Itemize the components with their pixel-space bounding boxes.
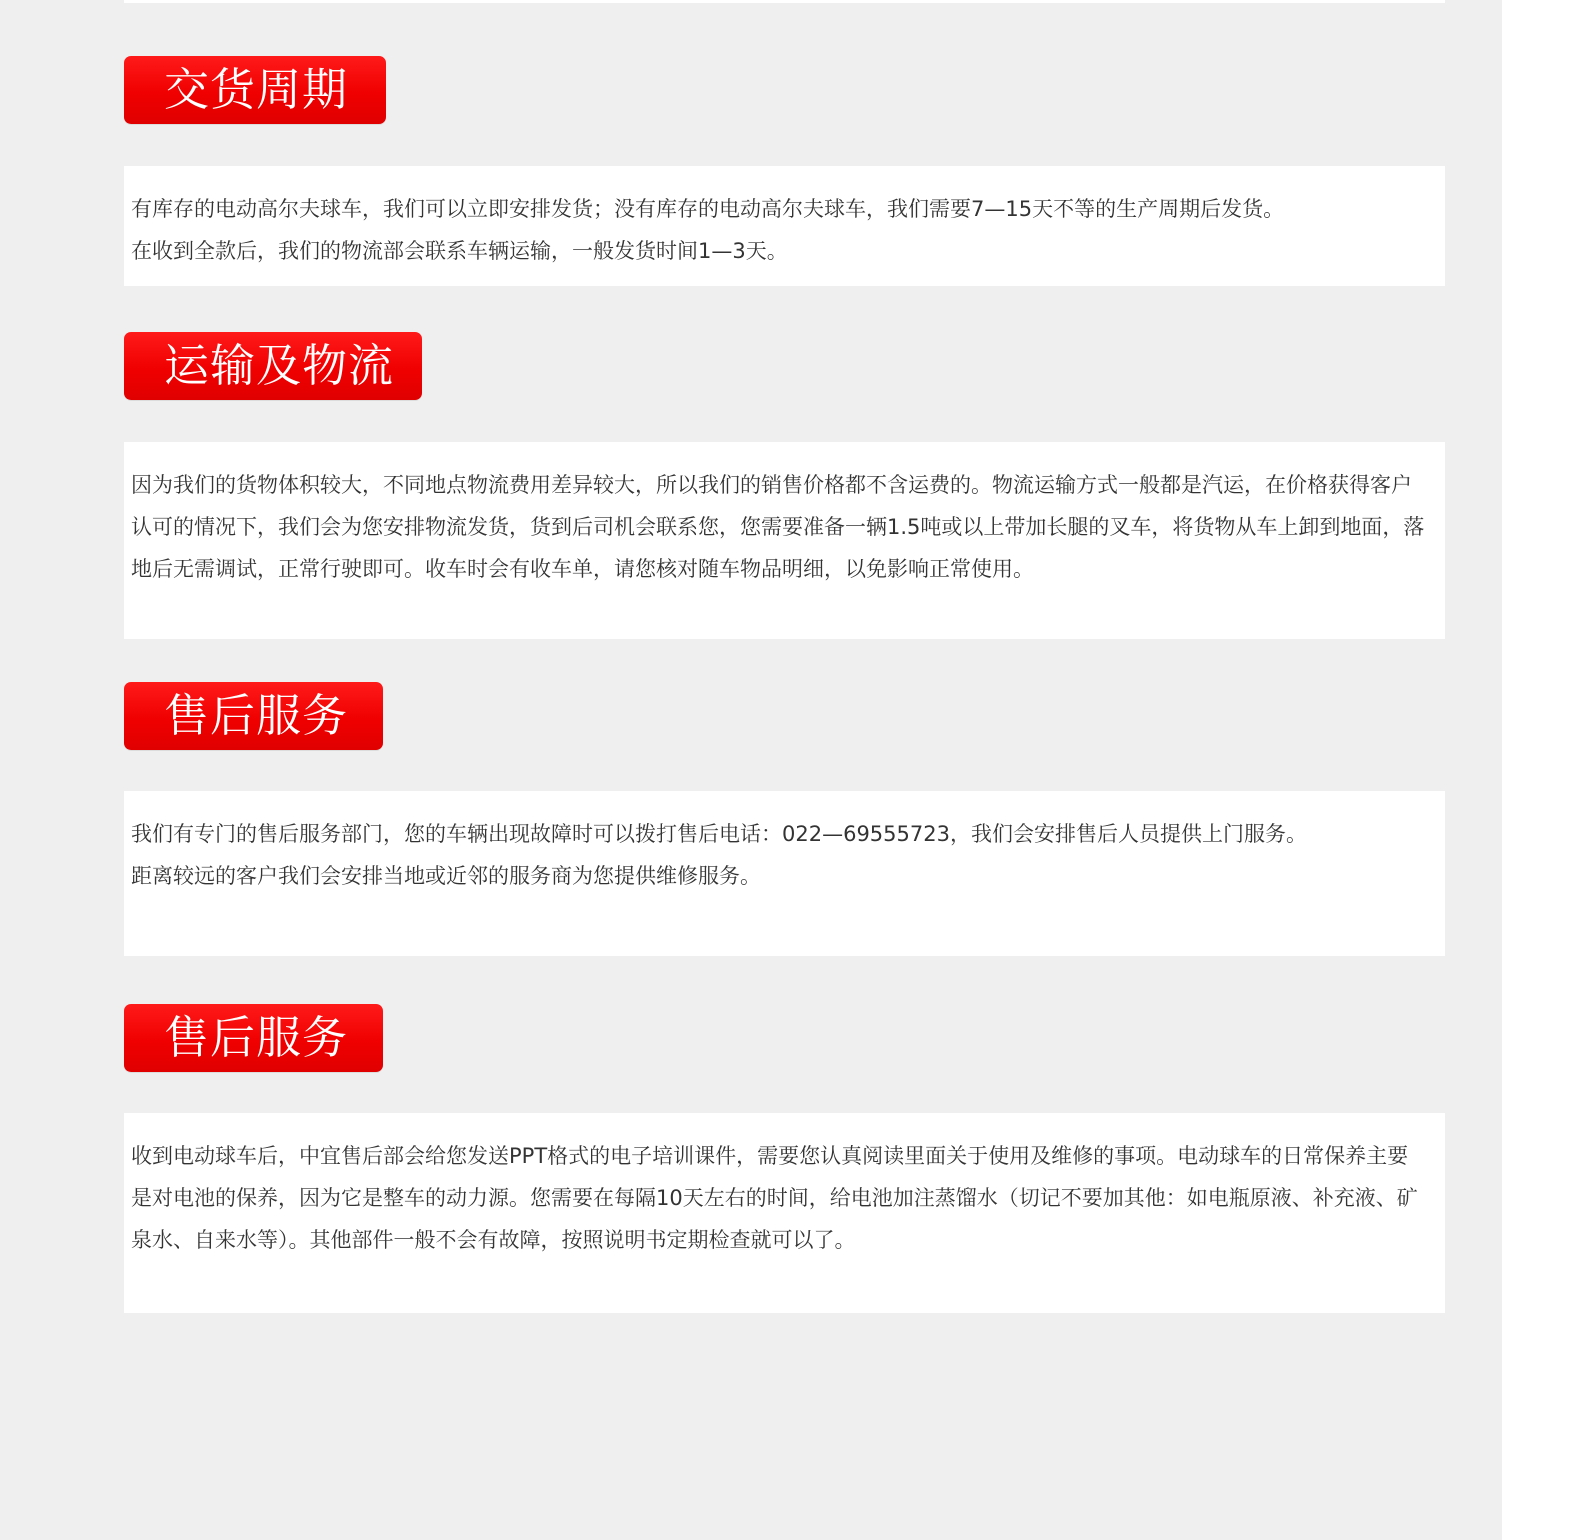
paragraph: 我们有专门的售后服务部门，您的车辆出现故障时可以拨打售后电话：022—69555723，我们会安排售后人员提供上门服务。	[131, 822, 1307, 846]
top-panel-edge	[124, 0, 1445, 3]
section-panel-logistics	[124, 442, 1445, 639]
section-heading-delivery: 交货周期	[124, 56, 386, 124]
paragraph: 收到电动球车后，中宜售后部会给您发送PPT格式的电子培训课件，需要您认真阅读里面关于使用及维修的事项。电动球车的日常保养主要是对电池的保养，因为它是整车的动力源。您需要在每隔10天左右的时间，给电池加注蒸馏水（切记不要加其他：如电瓶原液、补充液、矿泉水、自来水等）。其他部件一般不会有故障，按照说明书定期检查就可以了。	[131, 1144, 1418, 1252]
paragraph: 距离较远的客户我们会安排当地或近邻的服务商为您提供维修服务。	[131, 864, 761, 888]
section-heading-logistics: 运输及物流	[124, 332, 422, 400]
section-heading-after-sales: 售后服务	[124, 682, 383, 750]
section-panel-maintenance	[124, 1113, 1445, 1313]
section-panel-after-sales	[124, 791, 1445, 956]
paragraph: 因为我们的货物体积较大，不同地点物流费用差异较大，所以我们的销售价格都不含运费的。物流运输方式一般都是汽运，在价格获得客户认可的情况下，我们会为您安排物流发货，货到后司机会联系您，您需要准备一辆1.5吨或以上带加长腿的叉车，将货物从车上卸到地面，落地后无需调试，正常行驶即可。收车时会有收车单，请您核对随车物品明细，以免影响正常使用。	[131, 473, 1425, 581]
paragraph: 有库存的电动高尔夫球车，我们可以立即安排发货；没有库存的电动高尔夫球车，我们需要7—15天不等的生产周期后发货。	[131, 197, 1285, 221]
paragraph: 在收到全款后，我们的物流部会联系车辆运输，一般发货时间1—3天。	[131, 239, 788, 263]
section-panel-delivery	[124, 166, 1445, 286]
section-heading-after-sales-maintenance: 售后服务	[124, 1004, 383, 1072]
